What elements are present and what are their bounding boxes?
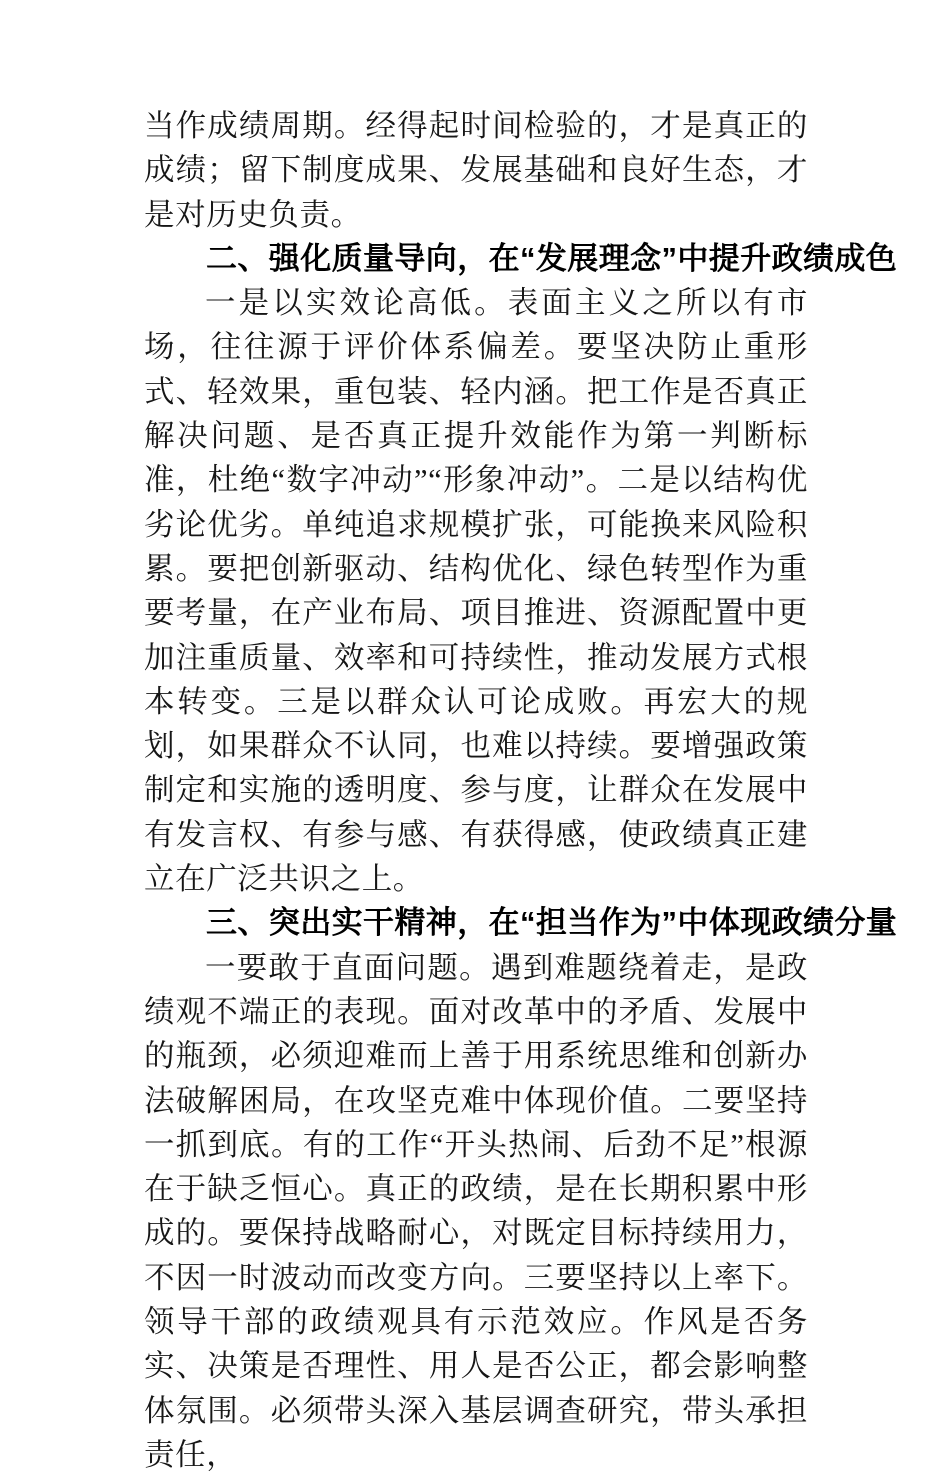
paragraph-continued-from-previous-page: 当作成绩周期。经得起时间检验的，才是真正的成绩；留下制度成果、发展基础和良好生态，才是对历史负责。 bbox=[144, 109, 808, 232]
section-heading-two: 二、强化质量导向，在“发展理念”中提升政绩成色 bbox=[206, 240, 898, 276]
text-column bbox=[144, 104, 898, 1477]
section-heading-three: 三、突出实干精神，在“担当作为”中体现政绩分量 bbox=[206, 905, 898, 941]
section-three-body-paragraph: 一要敢于直面问题。遇到难题绕着走，是政绩观不端正的表现。面对改革中的矛盾、发展中的瓶颈，必须迎难而上善于用系统思维和创新办法破解困局，在攻坚克难中体现价值。二要坚持一抓到底。有的工作“开头热闹、后劲不足”根源在于缺乏恒心。真正的政绩，是在长期积累中形成的。要保持战略耐心，对既定目标持续用力，不因一时波动而改变方向。三要坚持以上率下。领导干部的政绩观具有示范效应。作风是否务实、决策是否理性、用人是否公正，都会影响整体氛围。必须带头深入基层调查研究，带头承担责任， bbox=[144, 950, 808, 1472]
section-two-body-paragraph: 一是以实效论高低。表面主义之所以有市场，往往源于评价体系偏差。要坚决防止重形式、轻效果，重包装、轻内涵。把工作是否真正解决问题、是否真正提升效能作为第一判断标准，杜绝“数字冲动”“形象冲动”。二是以结构优劣论优劣。单纯追求规模扩张，可能换来风险积累。要把创新驱动、结构优化、绿色转型作为重要考量，在产业布局、项目推进、资源配置中更加注重质量、效率和可持续性，推动发展方式根本转变。三是以群众认可论成败。再宏大的规划，如果群众不认同，也难以持续。要增强政策制定和实施的透明度、参与度，让群众在发展中有发言权、有参与感、有获得感，使政绩真正建立在广泛共识之上。 bbox=[144, 286, 808, 897]
